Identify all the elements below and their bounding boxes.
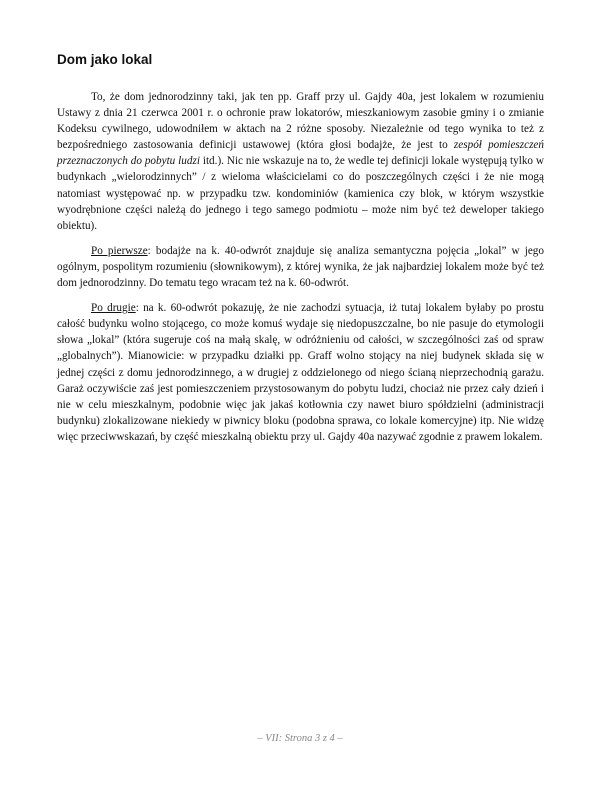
document-title: Dom jako lokal — [57, 52, 153, 67]
paragraph-1 — [57, 89, 544, 234]
paragraph-3 — [57, 300, 544, 445]
paragraph-2-text: : bodajże na k. 40-odwrót znajduje się analiza semantyczna pojęcia „lokal” w jego ogólnym, pospolitym rozumieniu (słownikowym), z której wynika, że jak najbardziej lokalem może być też dom jednorodzinny. Do tematu tego wracam też na k. 60-odwrót. — [57, 244, 544, 290]
document-page — [57, 52, 544, 454]
page-footer: – VII: Strona 3 z 4 – — [257, 733, 343, 744]
paragraph-1-text-b: itd.). Nic nie wskazuje na to, że wedle tej definicji lokale występują tylko w budynkach „wielorodzinnych” / z wieloma właścicielami co do poszczególnych części i że nie mogą natomiast występować np. w przypadku tzw. kondominiów (kamienica czy blok, w którym wszystkie wyodrębnione części należą do jednego i tego samego podmiotu – może nim być też deweloper takiego obiektu). — [57, 155, 545, 232]
paragraph-2 — [57, 243, 544, 291]
paragraph-3-lead: Po drugie — [91, 302, 136, 315]
paragraph-1-definition-quote: zespół pomieszczeń przeznaczonych do pobytu ludzi — [57, 139, 544, 168]
paragraph-2-lead: Po pierwsze — [91, 244, 148, 257]
paragraph-3-text: : na k. 60-odwrót pokazuję, że nie zachodzi sytuacja, iż tutaj lokalem byłaby po prostu całość budynku wolno stojącego, co może komuś wydaje się niedopuszczalne, bo nie pasuje do etymologii słowa „lokal” (która sugeruje coś na małą skalę, w odróżnieniu od całości, w szczególności zaś od spraw „globalnych”). Mianowicie: w przypadku działki pp. Graff wolno stojący na niej budynek składa się w jednej części z domu jednorodzinnego, a w drugiej z oddzielonego od niego ścianą nieprzechodnią garażu. Garaż oczywiście zaś jest pomieszczeniem przystosowanym do pobytu ludzi, chociaż nie przez cały dzień i nie w celu mieszkalnym, podobnie więc jak jakaś kotłownia czy nawet biuro spółdzielni (administracji budynku) zlokalizowane niekiedy w piwnicy bloku (podobna sprawa, co lokale komercyjne) itp. Nie widzę więc przeciwwskazań, by część mieszkalną obiektu przy ul. Gajdy 40a nazywać zgodnie z prawem lokalem. — [57, 302, 544, 443]
paragraph-1-text-a: To, że dom jednorodzinny taki, jak ten pp. Graff przy ul. Gajdy 40a, jest lokalem w rozumieniu Ustawy z dnia 21 czerwca 2001 r. o ochronie praw lokatorów, mieszkaniowym zasobie gminy i o zmianie Kodeksu cywilnego, udowodniłem w aktach na 2 różne sposoby. Niezależnie od tego wynika to też z bezpośredniego zastosowania definicji ustawowej (która głosi bodajże, że jest to — [57, 91, 544, 152]
